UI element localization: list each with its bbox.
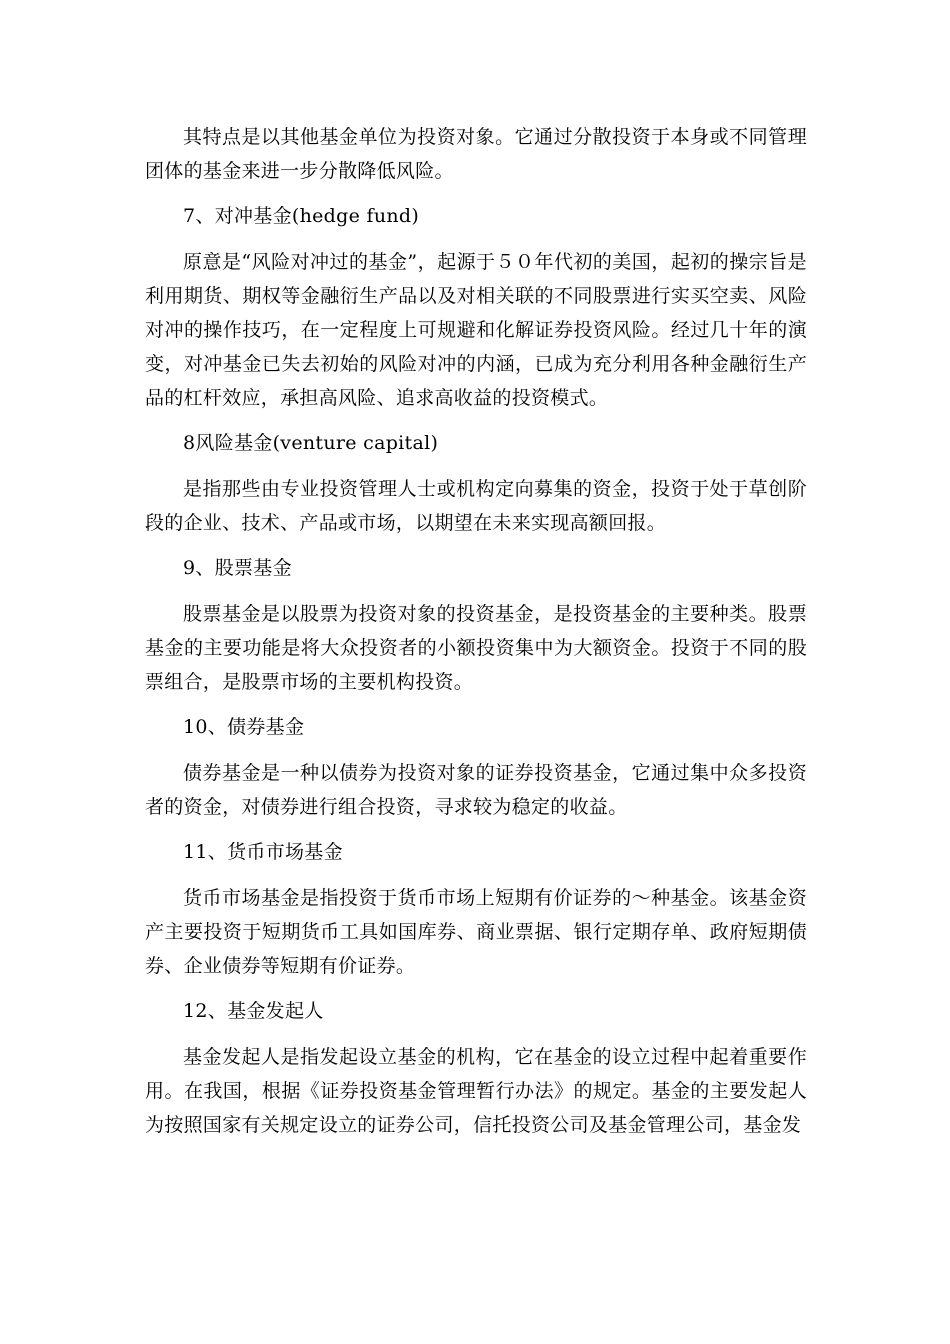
heading-bond-fund: 10、债券基金 bbox=[183, 716, 305, 738]
heading-fund-sponsor: 12、基金发起人 bbox=[183, 1000, 324, 1022]
heading-money-market-fund: 11、货币市场基金 bbox=[183, 841, 343, 863]
heading-venture-capital: 8风险基金(venture capital) bbox=[183, 432, 439, 454]
paragraph-hedge-fund: 原意是“风险对冲过的基金”，起源于５０年代初的美国，起初的操宗旨是利用期货、期权等金融衍生产品以及对相关联的不同股票进行实买空卖、风险对冲的操作技巧，在一定程度上可规避和化解证券投资风险。经过几十年的演变，对冲基金已失去初始的风险对冲的内涵，已成为充分利用各种金融衍生产品的杠杆效应，承担高风险、追求高收益的投资模式。 bbox=[145, 251, 807, 409]
heading-hedge-fund: 7、对冲基金(hedge fund) bbox=[183, 205, 420, 227]
paragraph-venture-capital: 是指那些由专业投资管理人士或机构定向募集的资金，投资于处于草创阶段的企业、技术、产品或市场，以期望在未来实现高额回报。 bbox=[145, 478, 807, 534]
paragraph-fof-description: 其特点是以其他基金单位为投资对象。它通过分散投资于本身或不同管理团体的基金来进一步分散降低风险。 bbox=[145, 126, 807, 182]
paragraph-money-market-fund: 货币市场基金是指投资于货币市场上短期有价证券的～种基金。该基金资产主要投资于短期货币工具如国库券、商业票据、银行定期存单、政府短期债券、企业债券等短期有价证券。 bbox=[145, 887, 807, 977]
paragraph-bond-fund: 债券基金是一种以债券为投资对象的证券投资基金，它通过集中众多投资者的资金，对债券进行组合投资，寻求较为稳定的收益。 bbox=[145, 762, 807, 818]
paragraph-stock-fund: 股票基金是以股票为投资对象的投资基金，是投资基金的主要种类。股票基金的主要功能是将大众投资者的小额投资集中为大额资金。投资于不同的股票组合，是股票市场的主要机构投资。 bbox=[145, 603, 807, 693]
paragraph-fund-sponsor: 基金发起人是指发起设立基金的机构，它在基金的设立过程中起着重要作用。在我国，根据《证券投资基金管理暂行办法》的规定。基金的主要发起人为按照国家有关规定设立的证券公司，信托投资公司及基金管理公司，基金发 bbox=[145, 1046, 807, 1136]
heading-stock-fund: 9、股票基金 bbox=[183, 557, 292, 579]
document-body bbox=[145, 120, 807, 1142]
